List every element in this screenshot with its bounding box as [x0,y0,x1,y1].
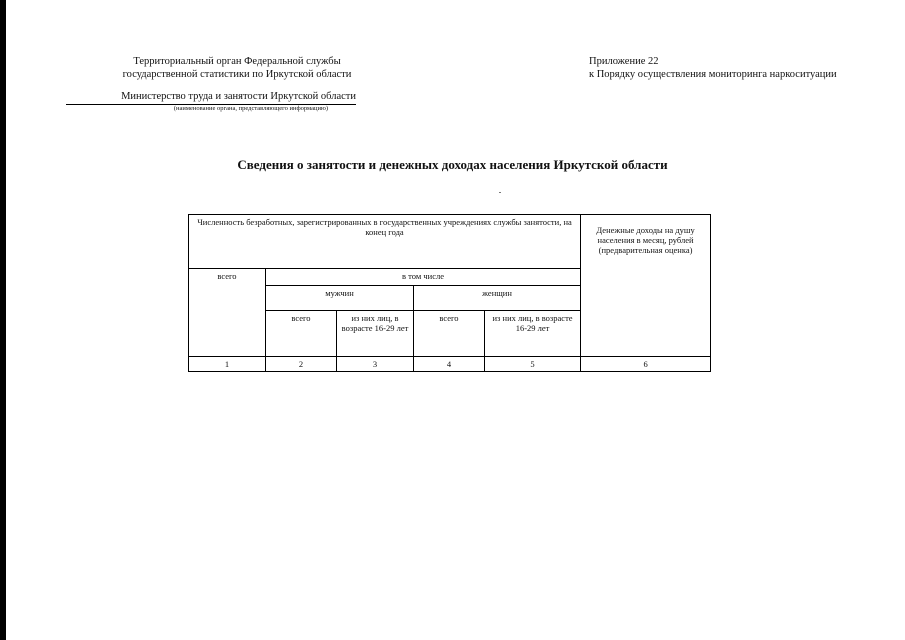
men-header-cell: мужчин [266,286,414,311]
appendix-reference: к Порядку осуществления мониторинга наркоситуации [589,69,837,80]
submitting-body-caption: (наименование органа, представляющего информацию) [173,105,328,112]
submitting-body-name: Министерство труда и занятости Иркутской области [66,90,356,105]
including-header-cell: в том числе [266,269,581,286]
women-youth-header-cell: из них лиц, в возрасте 16-29 лет [485,311,581,357]
scan-speck [499,192,501,193]
statistics-table [188,214,711,372]
column-number-cell: 2 [266,357,337,372]
income-header-cell: Денежные доходы на душу населения в месяц, рублей (предварительная оценка) [581,215,711,357]
scan-edge-bar [0,0,6,640]
unemployed-header-cell: Численность безработных, зарегистрированных в государственных учреждениях службы занятости, на конец года [189,215,581,269]
column-number-cell: 3 [337,357,414,372]
column-number-cell: 5 [485,357,581,372]
women-header-cell: женщин [414,286,581,311]
column-number-cell: 6 [581,357,711,372]
appendix-number: Приложение 22 [589,56,659,67]
appendix-header [589,55,837,81]
organization-header [106,55,368,81]
women-total-header-cell: всего [414,311,485,357]
men-total-header-cell: всего [266,311,337,357]
organization-line-1: Территориальный орган Федеральной службы [133,56,341,67]
organization-line-2: государственной статистики по Иркутской области [122,69,352,80]
column-number-cell: 1 [189,357,266,372]
total-header-cell: всего [189,269,266,357]
column-number-cell: 4 [414,357,485,372]
men-youth-header-cell: из них лиц, в возрасте 16-29 лет [337,311,414,357]
document-title: Сведения о занятости и денежных доходах населения Иркутской области [237,157,668,172]
